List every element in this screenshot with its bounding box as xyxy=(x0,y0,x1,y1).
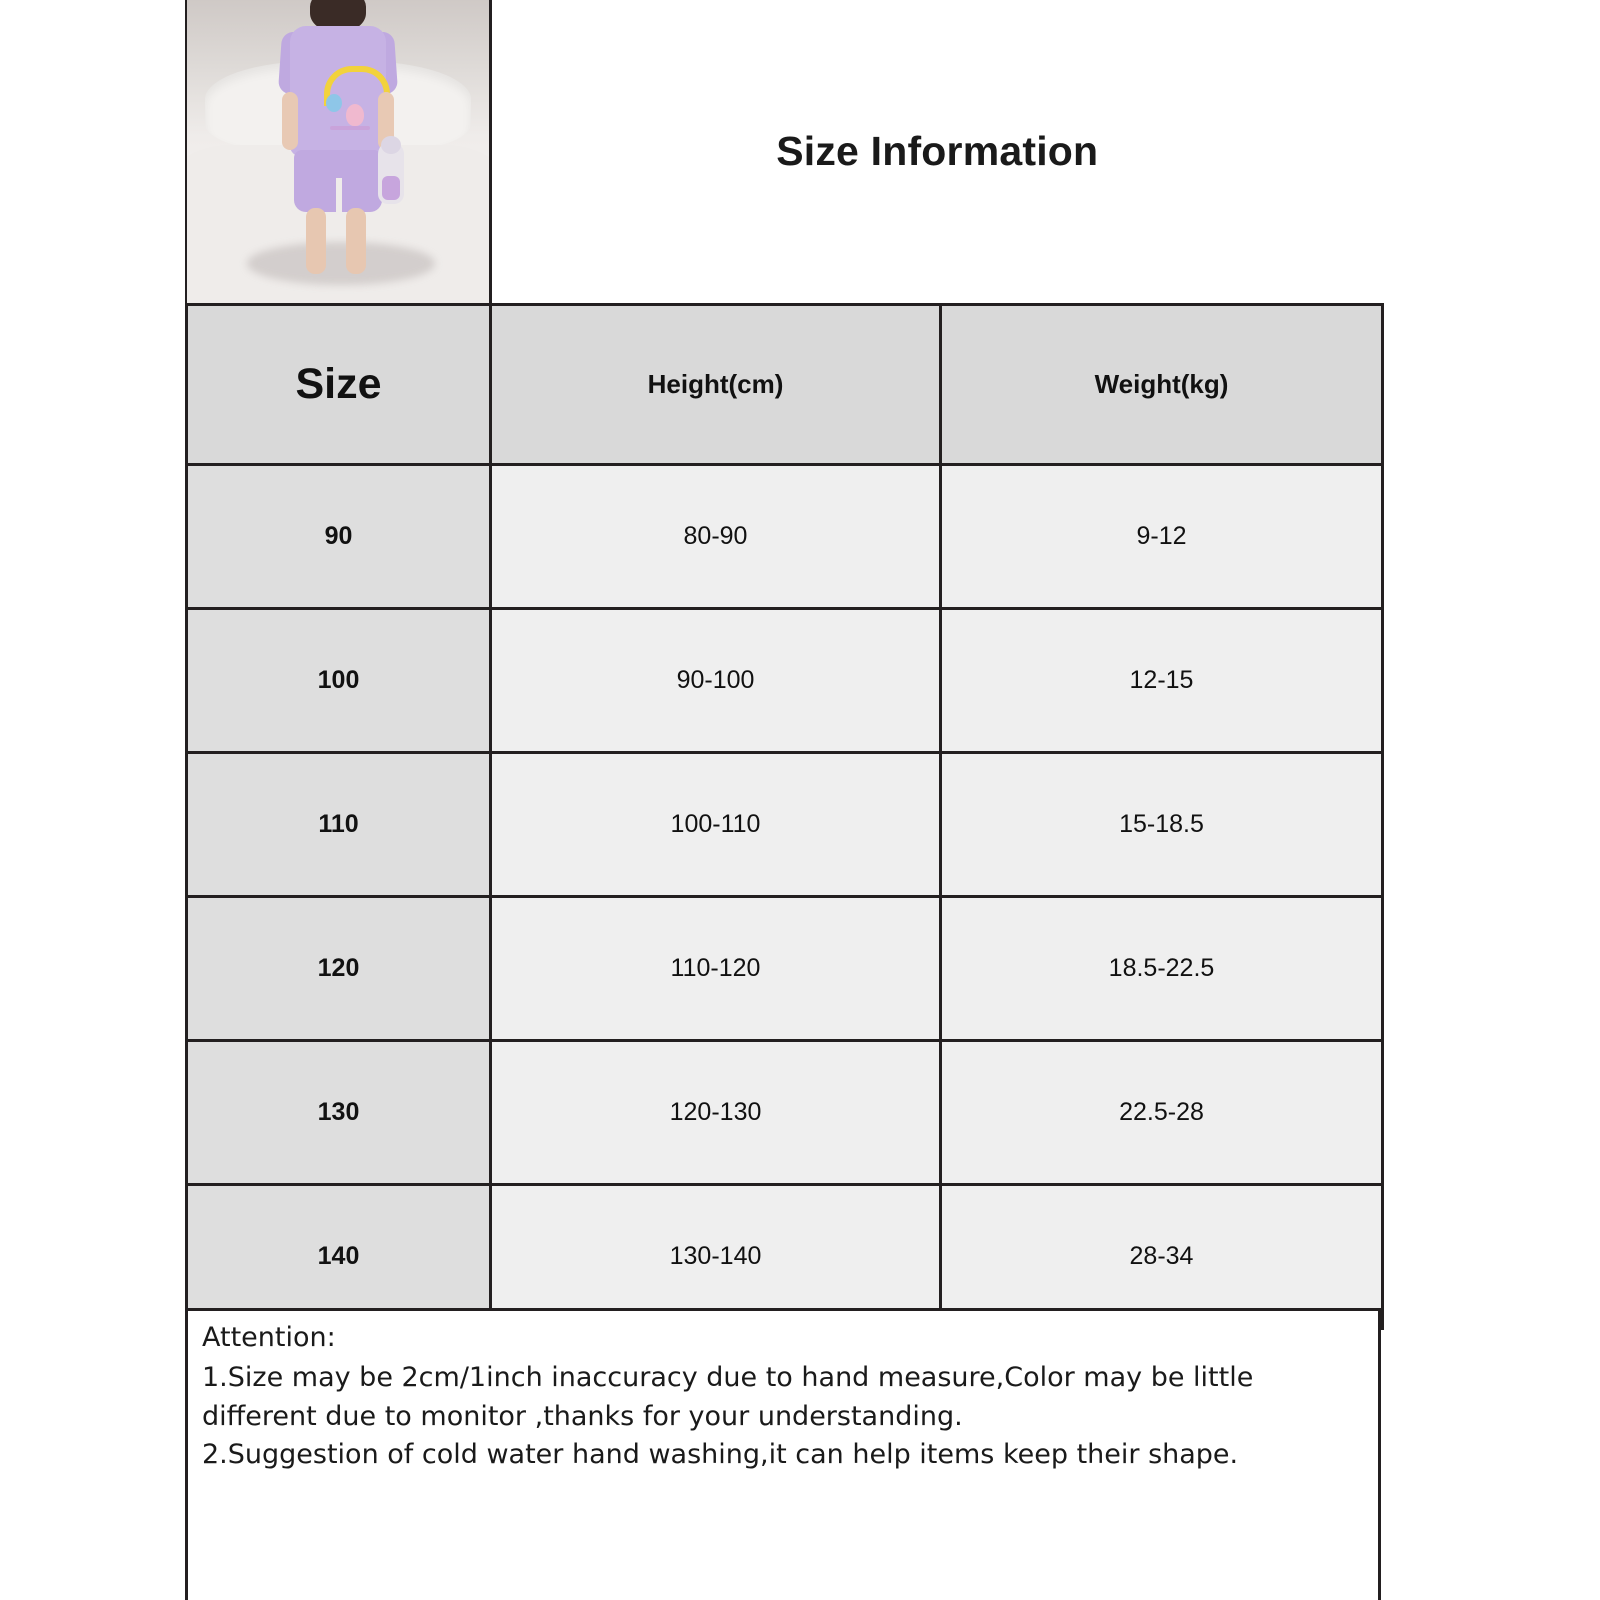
cell-height: 110-120 xyxy=(491,897,941,1041)
plush-toy xyxy=(378,142,404,204)
child-leg-left xyxy=(306,208,326,274)
cell-size: 110 xyxy=(187,753,491,897)
cell-weight: 22.5-28 xyxy=(941,1041,1383,1185)
child-leg-right xyxy=(346,208,366,274)
child-tshirt xyxy=(290,26,386,156)
header-cell-height xyxy=(491,305,941,465)
title-cell xyxy=(491,0,1383,305)
header-label-height: Height(cm) xyxy=(647,369,784,399)
child-shorts xyxy=(294,150,382,212)
table-header-row xyxy=(187,305,1383,465)
page-title: Size Information xyxy=(776,128,1099,174)
table-row xyxy=(187,897,1383,1041)
table-row xyxy=(187,609,1383,753)
attention-block xyxy=(185,1308,1381,1600)
cell-size: 100 xyxy=(187,609,491,753)
table-row-header-top xyxy=(187,0,1383,305)
table-row xyxy=(187,1041,1383,1185)
attention-line-1: 1.Size may be 2cm/1inch inaccuracy due to hand measure,Color may be little xyxy=(202,1362,1254,1394)
cell-height: 80-90 xyxy=(491,465,941,609)
cell-height: 120-130 xyxy=(491,1041,941,1185)
attention-line-2: different due to monitor ,thanks for your understanding. xyxy=(202,1400,963,1432)
header-cell-size xyxy=(187,305,491,465)
cell-weight: 12-15 xyxy=(941,609,1383,753)
table-row xyxy=(187,753,1383,897)
header-label-size: Size xyxy=(295,360,382,408)
cell-size: 130 xyxy=(187,1041,491,1185)
cell-size: 140 xyxy=(187,1185,491,1329)
header-cell-weight xyxy=(941,305,1383,465)
product-photo-cell xyxy=(187,0,491,305)
table-row xyxy=(187,465,1383,609)
attention-heading: Attention: xyxy=(202,1322,336,1353)
print-blue-shape xyxy=(326,94,342,112)
cell-height: 100-110 xyxy=(491,753,941,897)
cell-size: 90 xyxy=(187,465,491,609)
attention-line-3: 2.Suggestion of cold water hand washing,it can help items keep their shape. xyxy=(202,1438,1239,1470)
cell-weight: 18.5-22.5 xyxy=(941,897,1383,1041)
child-arm-left xyxy=(282,92,298,150)
cell-weight: 9-12 xyxy=(941,465,1383,609)
print-line xyxy=(330,126,370,130)
size-table xyxy=(185,0,1384,1330)
cell-height: 130-140 xyxy=(491,1185,941,1329)
cell-size: 120 xyxy=(187,897,491,1041)
table-row xyxy=(187,1185,1383,1329)
child-model xyxy=(278,0,398,303)
tshirt-print-graphic xyxy=(320,64,382,142)
print-pink-shape xyxy=(346,104,364,126)
product-photo xyxy=(187,0,490,303)
cell-weight: 28-34 xyxy=(941,1185,1383,1329)
cell-weight: 15-18.5 xyxy=(941,753,1383,897)
header-label-weight: Weight(kg) xyxy=(1094,369,1229,399)
cell-height: 90-100 xyxy=(491,609,941,753)
